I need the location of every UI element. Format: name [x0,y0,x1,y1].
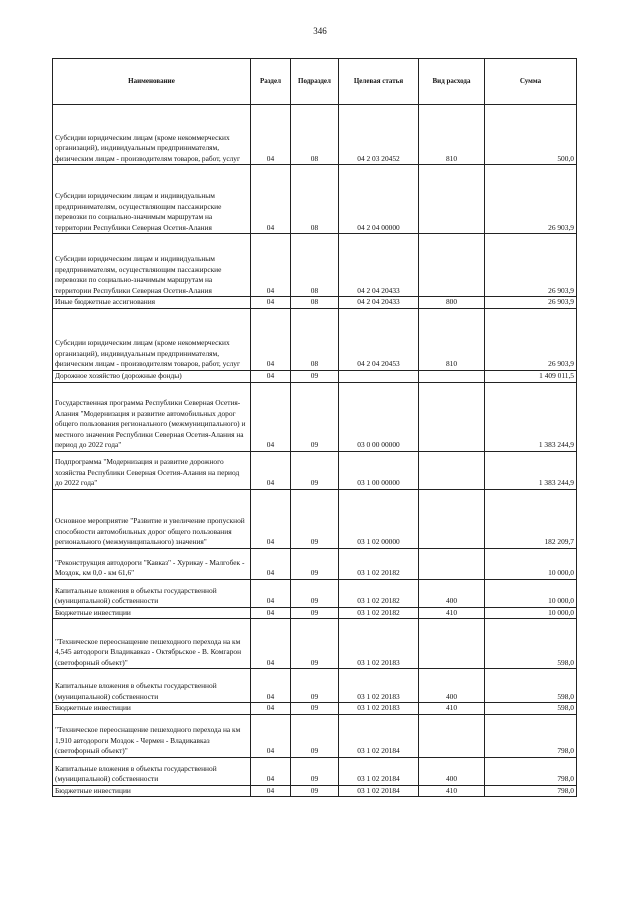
row-vid [419,714,485,757]
row-celevaya: 03 1 02 20183 [339,619,419,669]
table-row [53,548,577,579]
row-celevaya: 03 1 00 00000 [339,451,419,489]
row-celevaya: 03 1 02 20184 [339,714,419,757]
row-celevaya: 04 2 04 20433 [339,297,419,309]
table-row [53,308,577,370]
row-razdel: 04 [251,619,291,669]
row-razdel: 04 [251,607,291,619]
row-podrazdel: 08 [291,165,339,234]
row-vid: 400 [419,757,485,785]
row-name: Субсидии юридическим лицам (кроме некоммерческих организаций), индивидуальным предпринимателям, физическим лицам - производителям товаров, работ, услуг [53,308,251,370]
row-celevaya: 03 1 02 20183 [339,703,419,715]
row-razdel: 04 [251,297,291,309]
row-podrazdel: 09 [291,489,339,548]
row-celevaya: 04 2 04 20433 [339,234,419,297]
row-vid [419,548,485,579]
row-summa: 798,0 [485,785,577,797]
row-summa: 598,0 [485,703,577,715]
row-summa: 1 383 244,9 [485,382,577,451]
row-vid: 810 [419,105,485,165]
row-summa: 182 209,7 [485,489,577,548]
page-number: 346 [313,26,327,36]
row-summa: 10 000,0 [485,548,577,579]
row-vid: 810 [419,308,485,370]
row-vid [419,382,485,451]
row-name: "Техническое переоснащение пешеходного перехода на км 4,545 автодороги Владикавказ - Октябрьское - В. Комгарон (светофорный объект)" [53,619,251,669]
row-celevaya: 03 1 02 00000 [339,489,419,548]
row-summa: 798,0 [485,757,577,785]
header-vid: Вид расхода [419,59,485,105]
row-celevaya: 04 2 04 00000 [339,165,419,234]
row-razdel: 04 [251,703,291,715]
row-podrazdel: 09 [291,619,339,669]
row-name: Иные бюджетные ассигнования [53,297,251,309]
row-summa: 500,0 [485,105,577,165]
row-summa: 598,0 [485,619,577,669]
row-razdel: 04 [251,370,291,382]
row-razdel: 04 [251,308,291,370]
row-summa: 26 903,9 [485,234,577,297]
table-row [53,297,577,309]
row-name: "Техническое переоснащение пешеходного перехода на км 1,910 автодороги Моздок - Чермен - Владикавказ (светофорный объект)" [53,714,251,757]
row-podrazdel: 09 [291,607,339,619]
table-row [53,489,577,548]
table-row [53,370,577,382]
row-vid [419,234,485,297]
table-row [53,451,577,489]
row-summa: 1 383 244,9 [485,451,577,489]
table-row [53,105,577,165]
row-celevaya: 04 2 03 20452 [339,105,419,165]
row-podrazdel: 08 [291,105,339,165]
row-vid: 410 [419,785,485,797]
row-podrazdel: 09 [291,579,339,607]
table-row [53,619,577,669]
row-vid [419,619,485,669]
row-vid [419,489,485,548]
row-name: "Реконструкция автодороги "Кавказ" - Хурикау - Малгобек - Моздок, км 0,0 - км 61,6" [53,548,251,579]
table-row [53,165,577,234]
row-celevaya: 03 1 02 20184 [339,785,419,797]
row-razdel: 04 [251,757,291,785]
header-row [53,59,577,105]
row-summa: 26 903,9 [485,165,577,234]
row-name: Подпрограмма "Модернизация и развитие дорожного хозяйства Республики Северная Осетия-Алания на период до 2022 года" [53,451,251,489]
row-podrazdel: 09 [291,548,339,579]
row-podrazdel: 09 [291,714,339,757]
table-row [53,607,577,619]
row-summa: 798,0 [485,714,577,757]
row-celevaya: 03 1 02 20182 [339,607,419,619]
row-podrazdel: 09 [291,703,339,715]
row-podrazdel: 09 [291,757,339,785]
row-name: Капитальные вложения в объекты государственной (муниципальной) собственности [53,579,251,607]
table-row [53,669,577,703]
table-body [53,105,577,797]
row-podrazdel: 09 [291,370,339,382]
row-name: Бюджетные инвестиции [53,703,251,715]
row-summa: 10 000,0 [485,607,577,619]
row-vid [419,451,485,489]
row-vid: 800 [419,297,485,309]
row-podrazdel: 09 [291,382,339,451]
table-row [53,382,577,451]
header-razdel: Раздел [251,59,291,105]
row-name: Бюджетные инвестиции [53,785,251,797]
header-podrazdel: Подраздел [291,59,339,105]
row-summa: 10 000,0 [485,579,577,607]
table-row [53,785,577,797]
row-celevaya: 03 1 02 20184 [339,757,419,785]
row-name: Основное мероприятие "Развитие и увеличение пропускной способности автомобильных дорог общего пользования регионального (межмуниципального) значения" [53,489,251,548]
row-vid: 410 [419,607,485,619]
row-razdel: 04 [251,489,291,548]
row-summa: 1 409 011,5 [485,370,577,382]
row-name: Бюджетные инвестиции [53,607,251,619]
row-razdel: 04 [251,579,291,607]
row-summa: 598,0 [485,669,577,703]
row-podrazdel: 09 [291,451,339,489]
row-summa: 26 903,9 [485,297,577,309]
row-razdel: 04 [251,714,291,757]
budget-table [52,58,577,797]
row-razdel: 04 [251,234,291,297]
row-podrazdel: 09 [291,669,339,703]
row-name: Государственная программа Республики Северная Осетия-Алания "Модернизация и развитие автомобильных дорог общего пользования регионального (межмуниципального) и местного значения Республики Северная Осетия-Алания на период до 2022 года" [53,382,251,451]
row-razdel: 04 [251,785,291,797]
table-row [53,703,577,715]
row-vid: 410 [419,703,485,715]
row-celevaya: 03 0 00 00000 [339,382,419,451]
row-celevaya [339,370,419,382]
row-celevaya: 03 1 02 20183 [339,669,419,703]
row-vid [419,370,485,382]
row-name: Капитальные вложения в объекты государственной (муниципальной) собственности [53,757,251,785]
row-name: Субсидии юридическим лицам (кроме некоммерческих организаций), индивидуальным предпринимателям, физическим лицам - производителям товаров, работ, услуг [53,105,251,165]
row-vid: 400 [419,579,485,607]
row-vid: 400 [419,669,485,703]
header-summa: Сумма [485,59,577,105]
row-razdel: 04 [251,382,291,451]
row-name: Субсидии юридическим лицам и индивидуальным предпринимателям, осуществляющим пассажирские перевозки по социально-значимым маршрутам на территории Республики Северная Осетия-Алания [53,234,251,297]
row-razdel: 04 [251,165,291,234]
row-vid [419,165,485,234]
row-celevaya: 04 2 04 20453 [339,308,419,370]
table-row [53,234,577,297]
row-razdel: 04 [251,451,291,489]
row-razdel: 04 [251,669,291,703]
row-podrazdel: 08 [291,234,339,297]
row-celevaya: 03 1 02 20182 [339,548,419,579]
row-name: Субсидии юридическим лицам и индивидуальным предпринимателям, осуществляющим пассажирские перевозки по социально-значимым маршрутам на территории Республики Северная Осетия-Алания [53,165,251,234]
row-podrazdel: 08 [291,308,339,370]
row-razdel: 04 [251,105,291,165]
row-podrazdel: 09 [291,785,339,797]
row-summa: 26 903,9 [485,308,577,370]
row-celevaya: 03 1 02 20182 [339,579,419,607]
row-razdel: 04 [251,548,291,579]
table-row [53,579,577,607]
row-podrazdel: 08 [291,297,339,309]
row-name: Дорожное хозяйство (дорожные фонды) [53,370,251,382]
table-row [53,714,577,757]
table-row [53,757,577,785]
header-celevaya: Целевая статья [339,59,419,105]
row-name: Капитальные вложения в объекты государственной (муниципальной) собственности [53,669,251,703]
header-name: Наименование [53,59,251,105]
